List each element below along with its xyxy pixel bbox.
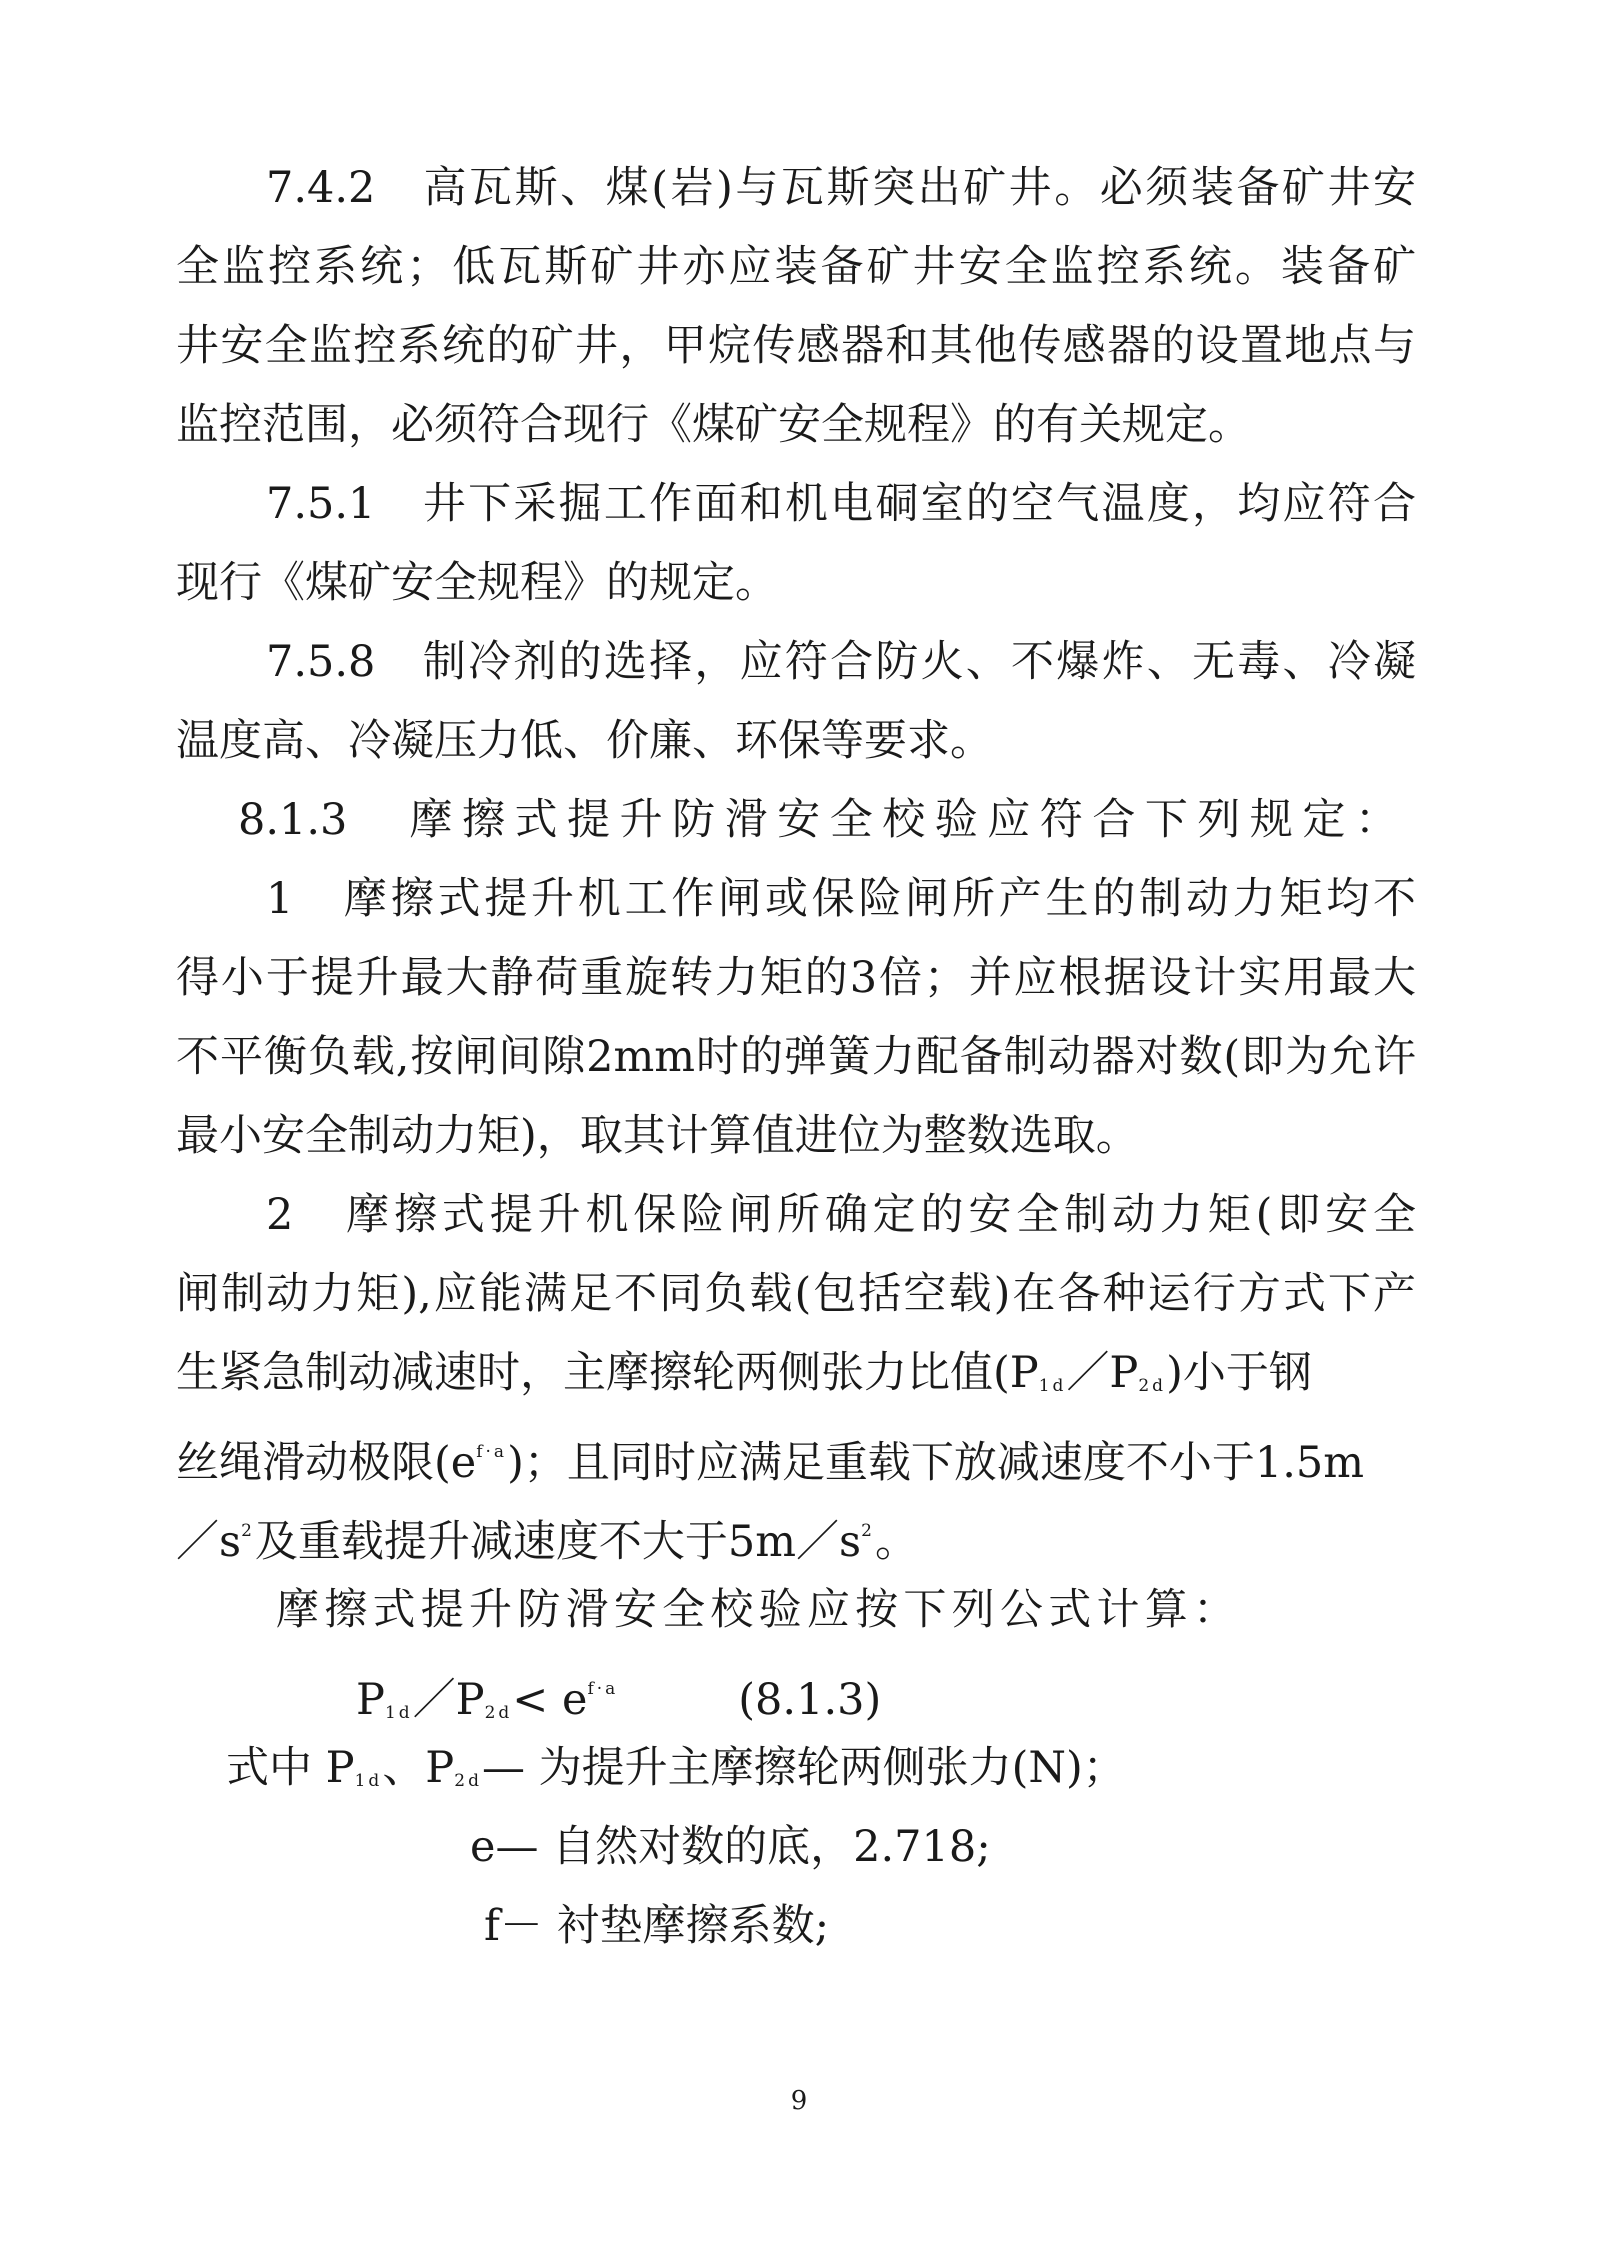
text-run: 及重载提升减速度不大于5m／s bbox=[254, 1517, 862, 1567]
paragraph-line: 1 摩擦式提升机工作闸或保险闸所产生的制动力矩均不 bbox=[266, 874, 1416, 924]
formula-number: (8.1.3) bbox=[738, 1675, 882, 1725]
subscript: 1d bbox=[1038, 1376, 1067, 1396]
paragraph-line: 不平衡负载,按闸间隙2mm时的弹簧力配备制动器对数(即为允许 bbox=[176, 1032, 1416, 1082]
text-run: — 为提升主摩擦轮两侧张力(N)； bbox=[481, 1743, 1126, 1793]
section-heading: 8.1.3 摩擦式提升防滑安全校验应符合下列规定： bbox=[238, 795, 1398, 845]
paragraph-line: 摩擦式提升防滑安全校验应按下列公式计算： bbox=[276, 1585, 1236, 1635]
paragraph-line: 闸制动力矩),应能满足不同负载(包括空载)在各种运行方式下产 bbox=[176, 1269, 1416, 1319]
paragraph-line: 7.5.1 井下采掘工作面和机电硐室的空气温度，均应符合 bbox=[266, 479, 1416, 529]
paragraph-line: 得小于提升最大静荷重旋转力矩的3倍；并应根据设计实用最大 bbox=[176, 953, 1416, 1003]
superscript: f·a bbox=[476, 1442, 508, 1462]
paragraph-line: 7.4.2 高瓦斯、煤(岩)与瓦斯突出矿井。必须装备矿井安 bbox=[266, 163, 1416, 213]
paragraph-line: 全监控系统；低瓦斯矿井亦应装备矿井安全监控系统。装备矿 bbox=[176, 242, 1416, 292]
subscript: 1d bbox=[354, 1771, 383, 1791]
formula bbox=[356, 1659, 1056, 1743]
subscript: 2d bbox=[484, 1703, 513, 1723]
paragraph-line: 现行《煤矿安全规程》的规定。 bbox=[176, 558, 778, 608]
superscript: f·a bbox=[587, 1679, 619, 1699]
page-number: 9 bbox=[790, 2086, 808, 2116]
paragraph-line bbox=[226, 1738, 1256, 1811]
text-run: < e bbox=[512, 1675, 588, 1725]
paragraph-line: 温度高、冷凝压力低、价廉、环保等要求。 bbox=[176, 716, 993, 766]
text-run: 生紧急制动减速时，主摩擦轮两侧张力比值(P bbox=[176, 1348, 1039, 1398]
paragraph-line: e— 自然对数的底，2.718; bbox=[470, 1822, 991, 1872]
superscript: 2 bbox=[241, 1521, 255, 1541]
paragraph-line bbox=[176, 1422, 1416, 1493]
text-run: 、P bbox=[382, 1743, 455, 1793]
text-run: 。 bbox=[874, 1517, 918, 1567]
subscript: 2d bbox=[1138, 1376, 1167, 1396]
paragraph-line: 2 摩擦式提升机保险闸所确定的安全制动力矩(即安全 bbox=[266, 1190, 1416, 1240]
text-run: ／P bbox=[412, 1675, 485, 1725]
text-run: ／P bbox=[1066, 1348, 1139, 1398]
text-run: 式中 P bbox=[226, 1743, 355, 1793]
subscript: 1d bbox=[384, 1703, 413, 1723]
paragraph-line: 最小安全制动力矩)，取其计算值进位为整数选取。 bbox=[176, 1111, 1139, 1161]
text-run: 丝绳滑动极限(e bbox=[176, 1438, 477, 1488]
paragraph-line: f－ 衬垫摩擦系数; bbox=[484, 1901, 830, 1951]
text-run: )小于钢 bbox=[1166, 1348, 1312, 1398]
text-run: ／s bbox=[176, 1517, 242, 1567]
paragraph-line bbox=[176, 1343, 1416, 1416]
paragraph-line: 井安全监控系统的矿井，甲烷传感器和其他传感器的设置地点与 bbox=[176, 321, 1416, 371]
paragraph-line: 监控范围，必须符合现行《煤矿安全规程》的有关规定。 bbox=[176, 400, 1251, 450]
text-run: )；且同时应满足重载下放减速度不小于1.5m bbox=[507, 1438, 1365, 1488]
paragraph-line: 7.5.8 制冷剂的选择，应符合防火、不爆炸、无毒、冷凝 bbox=[266, 637, 1416, 687]
text-run: P bbox=[356, 1675, 385, 1725]
subscript: 2d bbox=[454, 1771, 482, 1791]
paragraph-line bbox=[176, 1501, 1416, 1572]
superscript: 2 bbox=[861, 1521, 875, 1541]
